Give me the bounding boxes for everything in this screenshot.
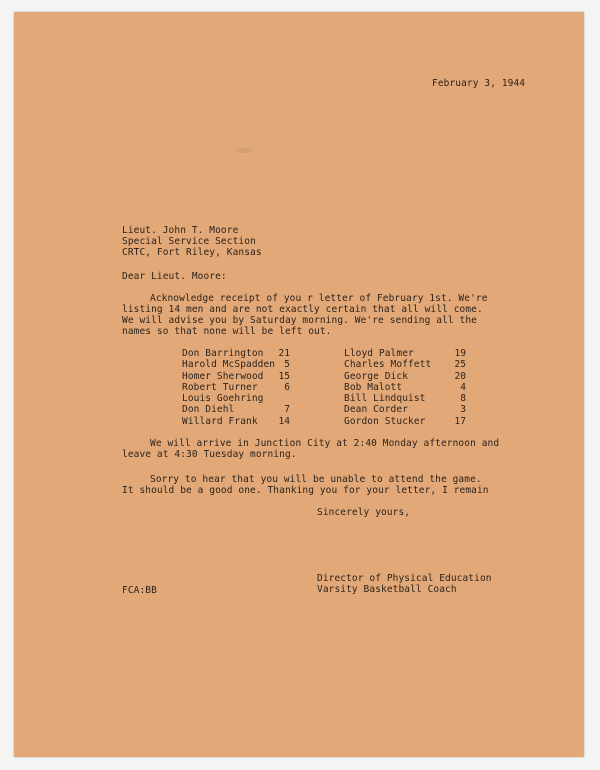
paragraph-line: It should be a good one. Thanking you for your letter, I remain	[122, 485, 489, 496]
roster-left	[182, 348, 302, 427]
paragraph-line: Sorry to hear that you will be unable to attend the game.	[150, 474, 482, 485]
player-number: 8	[460, 393, 466, 405]
paragraph-line: Acknowledge receipt of you r letter of February 1st. We're	[150, 293, 488, 304]
roster-row	[182, 359, 302, 370]
paper-stain	[236, 148, 252, 153]
player-number: 19	[454, 348, 466, 359]
paragraph-closing	[122, 474, 489, 496]
roster-row	[344, 371, 474, 382]
letter-page	[14, 12, 584, 757]
player-name: Charles Moffett	[344, 359, 432, 371]
reference-initials: FCA:BB	[122, 585, 157, 596]
player-name: Gordon Stucker	[344, 415, 426, 427]
paragraph-line: We will advise you by Saturday morning. We're sending all the	[122, 315, 477, 326]
roster-row	[182, 404, 302, 415]
letter-date: February 3, 1944	[432, 78, 526, 89]
roster-row	[344, 359, 474, 370]
salutation: Dear Lieut. Moore:	[122, 271, 227, 282]
player-name: George Dick	[344, 370, 409, 382]
player-name: Homer Sherwood	[182, 370, 264, 382]
player-number: 5	[284, 359, 290, 371]
player-name: Don Barrington	[182, 348, 264, 359]
player-number: 20	[454, 370, 466, 382]
player-number: 6	[284, 381, 290, 393]
player-number: 7	[284, 404, 290, 416]
player-name: Harold McSpadden	[182, 359, 276, 371]
roster-row	[344, 382, 474, 393]
address-line: Lieut. John T. Moore	[122, 225, 239, 236]
roster-row	[182, 416, 302, 427]
player-name: Willard Frank	[182, 415, 258, 427]
player-number: 4	[460, 381, 466, 393]
paragraph-arrival	[122, 438, 499, 460]
player-number: 14	[278, 415, 290, 427]
address-line: Special Service Section	[122, 236, 256, 247]
roster-row	[182, 371, 302, 382]
paragraph-acknowledgement	[122, 293, 488, 337]
player-number: 3	[460, 404, 466, 416]
roster-row	[344, 416, 474, 427]
paragraph-line: We will arrive in Junction City at 2:40 Monday afternoon and	[150, 438, 500, 449]
player-number: 21	[278, 348, 290, 359]
player-number: 17	[454, 415, 466, 427]
complimentary-close: Sincerely yours,	[317, 507, 411, 518]
roster-row	[182, 348, 302, 359]
paragraph-line: leave at 4:30 Tuesday morning.	[122, 449, 297, 460]
player-number: 25	[454, 359, 466, 371]
player-name: Louis Goehring	[182, 393, 264, 405]
paragraph-line: listing 14 men and are not exactly certain that all will come.	[122, 304, 483, 315]
address-line: CRTC, Fort Riley, Kansas	[122, 247, 262, 258]
player-name: Don Diehl	[182, 404, 235, 416]
roster-row	[344, 393, 474, 404]
player-name: Lloyd Palmer	[344, 348, 414, 359]
paragraph-line: names so that none will be left out.	[122, 326, 332, 337]
recipient-address	[122, 225, 262, 258]
roster-row	[344, 404, 474, 415]
player-name: Bill Lindquist	[344, 393, 426, 405]
signature-block	[317, 573, 492, 595]
signature-title: Varsity Basketball Coach	[317, 584, 457, 595]
roster-right	[344, 348, 474, 427]
player-name: Robert Turner	[182, 381, 258, 393]
player-name: Bob Malott	[344, 381, 403, 393]
player-name: Dean Corder	[344, 404, 409, 416]
roster-row	[182, 393, 302, 404]
roster-row	[182, 382, 302, 393]
signature-title: Director of Physical Education	[317, 573, 492, 584]
player-number: 15	[278, 370, 290, 382]
roster-row	[344, 348, 474, 359]
